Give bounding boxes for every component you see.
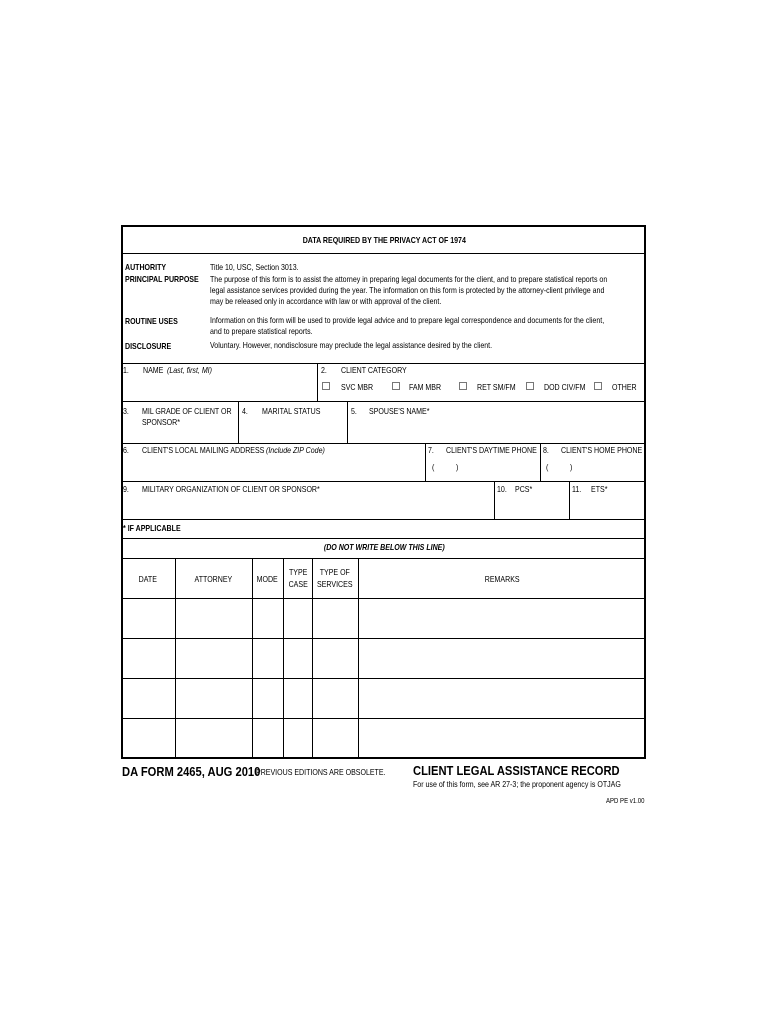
field-2-number: 2. xyxy=(321,366,327,375)
field-1-number: 1. xyxy=(123,366,129,375)
column-header-date: DATE xyxy=(138,575,157,584)
name-hint: (Last, first, MI) xyxy=(167,366,212,375)
category-fam-mbr: FAM MBR xyxy=(409,383,442,392)
checkbox-svc-mbr[interactable] xyxy=(322,382,330,390)
routine-label: ROUTINE USES xyxy=(125,317,178,326)
ets-field[interactable] xyxy=(571,497,644,519)
disclosure-text: Voluntary. However, nondisclosure may preclude the legal assistance desired by the client. xyxy=(210,341,493,350)
category-svc-mbr: SVC MBR xyxy=(341,383,374,392)
mailing-address-hint: (Include ZIP Code) xyxy=(266,446,325,455)
field-4-number: 4. xyxy=(242,407,248,416)
table-row[interactable] xyxy=(122,679,645,718)
daytime-phone-field[interactable] xyxy=(427,458,539,480)
mailing-address-field[interactable] xyxy=(123,458,423,480)
name-label: NAME xyxy=(143,366,164,375)
home-phone-paren-open: ( xyxy=(546,463,549,472)
mil-grade-label-2: SPONSOR* xyxy=(142,418,180,427)
use-note: For use of this form, see AR 27-3; the proponent agency is OTJAG xyxy=(413,780,621,789)
home-phone-field[interactable] xyxy=(542,458,644,480)
mailing-address-label: CLIENT'S LOCAL MAILING ADDRESS xyxy=(142,446,265,455)
column-header-mode: MODE xyxy=(256,575,278,584)
divider xyxy=(347,401,348,443)
column-header-type-services-1: TYPE OF xyxy=(319,568,350,577)
column-header-remarks: REMARKS xyxy=(484,575,520,584)
divider xyxy=(121,401,646,402)
column-header-type-services-2: SERVICES xyxy=(317,580,353,589)
checkbox-other[interactable] xyxy=(594,382,602,390)
checkbox-ret-sm-fm[interactable] xyxy=(459,382,467,390)
routine-text-1: Information on this form will be used to provide legal advice and to prepare legal correspondence and documents for the client, xyxy=(210,316,605,325)
disclosure-label: DISCLOSURE xyxy=(125,342,172,351)
authority-label: AUTHORITY xyxy=(125,263,167,272)
military-org-field[interactable] xyxy=(123,497,491,519)
table-row[interactable] xyxy=(122,639,645,678)
table-row[interactable] xyxy=(122,719,645,757)
field-11-number: 11. xyxy=(572,485,582,494)
purpose-text-1: The purpose of this form is to assist the attorney in preparing legal documents for the client, and to prepare statistical reports on xyxy=(210,275,608,284)
divider xyxy=(121,558,646,559)
divider xyxy=(121,253,646,254)
daytime-phone-label: CLIENT'S DAYTIME PHONE xyxy=(446,446,537,455)
divider xyxy=(121,443,646,444)
divider xyxy=(569,481,570,519)
daytime-phone-paren-open: ( xyxy=(432,463,435,472)
divider xyxy=(540,443,541,481)
mil-grade-field[interactable] xyxy=(123,428,236,442)
spouse-name-field[interactable] xyxy=(350,420,644,442)
divider xyxy=(121,481,646,482)
checkbox-dod-civ-fm[interactable] xyxy=(526,382,534,390)
routine-text-2: and to prepare statistical reports. xyxy=(210,327,313,336)
authority-text: Title 10, USC, Section 3013. xyxy=(210,263,299,272)
category-other: OTHER xyxy=(612,383,637,392)
field-5-number: 5. xyxy=(351,407,357,416)
divider xyxy=(121,363,646,364)
divider xyxy=(317,363,318,401)
marital-status-label: MARITAL STATUS xyxy=(262,407,321,416)
divider xyxy=(121,519,646,520)
divider xyxy=(121,538,646,539)
pcs-label: PCS* xyxy=(515,485,533,494)
field-7-number: 7. xyxy=(428,446,434,455)
purpose-label: PRINCIPAL PURPOSE xyxy=(125,275,199,284)
field-3-number: 3. xyxy=(123,407,129,416)
category-dod-civ-fm: DOD CIV/FM xyxy=(544,383,586,392)
pcs-field[interactable] xyxy=(496,497,568,519)
home-phone-paren-close: ) xyxy=(570,463,573,472)
name-field[interactable] xyxy=(123,378,316,400)
field-6-number: 6. xyxy=(123,446,129,455)
home-phone-label: CLIENT'S HOME PHONE xyxy=(561,446,643,455)
do-not-write-notice: (DO NOT WRITE BELOW THIS LINE) xyxy=(323,543,445,552)
purpose-text-3: may be released only in accordance with law or with approval of the client. xyxy=(210,297,442,306)
column-header-attorney: ATTORNEY xyxy=(194,575,233,584)
spouse-name-label: SPOUSE'S NAME* xyxy=(369,407,430,416)
version: APD PE v1.00 xyxy=(606,798,645,805)
purpose-text-2: legal assistance services provided during the year. The information on this form is protected by the attorney-client privilege and xyxy=(210,286,605,295)
divider xyxy=(425,443,426,481)
table-row[interactable] xyxy=(122,599,645,638)
column-header-type-case-1: TYPE xyxy=(288,568,308,577)
marital-status-field[interactable] xyxy=(240,420,345,442)
field-10-number: 10. xyxy=(497,485,507,494)
field-8-number: 8. xyxy=(543,446,549,455)
if-applicable-note: * IF APPLICABLE xyxy=(123,524,181,533)
form-id: DA FORM 2465, AUG 2010 xyxy=(122,764,261,779)
category-ret-sm-fm: RET SM/FM xyxy=(477,383,516,392)
field-9-number: 9. xyxy=(123,485,129,494)
mil-grade-label-1: MIL GRADE OF CLIENT OR xyxy=(142,407,232,416)
form-title: CLIENT LEGAL ASSISTANCE RECORD xyxy=(413,763,620,778)
daytime-phone-paren-close: ) xyxy=(456,463,459,472)
obsolete-note: PREVIOUS EDITIONS ARE OBSOLETE. xyxy=(256,768,386,777)
checkbox-fam-mbr[interactable] xyxy=(392,382,400,390)
privacy-heading: DATA REQUIRED BY THE PRIVACY ACT OF 1974 xyxy=(302,236,466,245)
divider xyxy=(494,481,495,519)
divider xyxy=(238,401,239,443)
column-header-type-case-2: CASE xyxy=(288,580,308,589)
client-category-label: CLIENT CATEGORY xyxy=(341,366,407,375)
military-org-label: MILITARY ORGANIZATION OF CLIENT OR SPONSOR* xyxy=(142,485,320,494)
ets-label: ETS* xyxy=(591,485,608,494)
